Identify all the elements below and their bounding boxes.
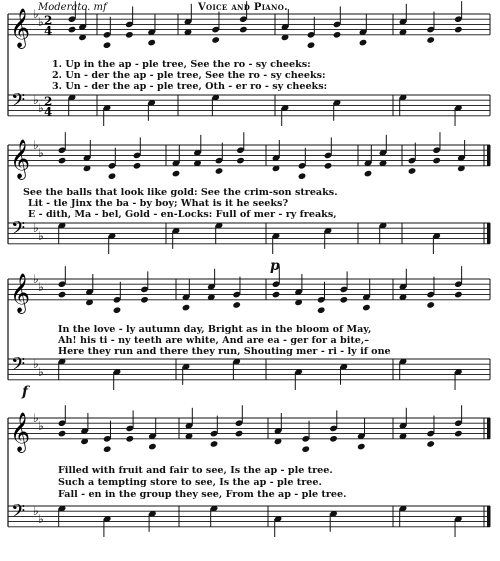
flat-sign: ♭ bbox=[33, 221, 39, 236]
final-bar bbox=[487, 506, 490, 527]
flat-sign: ♭ bbox=[38, 229, 44, 243]
note-head bbox=[454, 26, 463, 34]
note-head bbox=[140, 296, 149, 304]
lyric-line: 3. Un - der the ap - ple tree, Oth - er ro - sy cheeks: bbox=[52, 81, 328, 92]
note-head bbox=[113, 306, 122, 314]
note-head bbox=[108, 172, 117, 180]
lyric-line: In the love - ly autumn day, Bright as in the bloom of May, bbox=[58, 324, 372, 335]
tempo-marking: Moderato. mf bbox=[38, 2, 107, 13]
note-head bbox=[359, 39, 368, 47]
note-head bbox=[364, 170, 373, 178]
bass-clef: 𝄢 bbox=[11, 501, 26, 527]
note-head bbox=[236, 157, 245, 165]
note-head bbox=[426, 301, 435, 309]
note-head bbox=[408, 167, 417, 175]
time-signature-top: 2 bbox=[44, 13, 53, 28]
note-head bbox=[58, 291, 67, 299]
note-head bbox=[172, 170, 181, 178]
note-head bbox=[298, 172, 307, 180]
lyric-line: E - dith, Ma - bel, Gold - en-Locks: Full of mer - ry freaks, bbox=[28, 209, 337, 220]
lyric-line: Ah! his ti - ny teeth are white, And are ea - ger for a bite,– bbox=[58, 335, 370, 346]
lyric-line: See the balls that look like gold: See the crim-son streaks. bbox=[23, 187, 338, 198]
final-bar bbox=[487, 418, 490, 439]
lyric-line: 2. Un - der the ap - ple tree, See the ro - sy cheeks: bbox=[52, 70, 326, 81]
flat-sign: ♭ bbox=[38, 365, 44, 379]
lyric-line: Here they run and there they run, Shouting mer - ri - ly if one bbox=[58, 346, 391, 357]
flat-sign: ♭ bbox=[38, 145, 44, 160]
note-head bbox=[426, 36, 435, 44]
flat-sign: ♭ bbox=[38, 279, 44, 294]
note-head bbox=[317, 306, 326, 314]
lyric-line: Such a tempting store to see, Is the ap - ple tree. bbox=[58, 477, 322, 488]
time-signature-top: 2 bbox=[44, 94, 53, 109]
note-head bbox=[215, 167, 224, 175]
flat-sign: ♭ bbox=[38, 101, 44, 115]
note-head bbox=[329, 435, 338, 443]
note-head bbox=[333, 31, 342, 39]
lyric-line: 1. Up in the ap - ple tree, See the ro - sy cheeks: bbox=[52, 59, 311, 70]
treble-clef: 𝄞 bbox=[10, 272, 31, 313]
dynamic-piano: p bbox=[270, 258, 280, 274]
note-head bbox=[147, 39, 156, 47]
note-head bbox=[362, 304, 371, 312]
note-head bbox=[301, 445, 310, 453]
flat-sign: ♭ bbox=[33, 138, 39, 152]
note-head bbox=[58, 430, 67, 438]
note-head bbox=[454, 291, 463, 299]
flat-sign: ♭ bbox=[33, 272, 39, 286]
note-head bbox=[272, 291, 281, 299]
note-head bbox=[211, 36, 220, 44]
note-head bbox=[426, 440, 435, 448]
note-head bbox=[210, 440, 219, 448]
treble-clef: 𝄞 bbox=[10, 7, 31, 48]
flat-sign: ♭ bbox=[33, 357, 39, 372]
final-bar bbox=[487, 223, 490, 244]
note-head bbox=[307, 41, 316, 49]
note-head bbox=[324, 162, 333, 170]
flat-sign: ♭ bbox=[38, 14, 44, 29]
treble-clef: 𝄞 bbox=[10, 411, 31, 452]
note-head bbox=[239, 26, 248, 34]
flat-sign: ♭ bbox=[33, 504, 39, 519]
note-head bbox=[125, 435, 134, 443]
note-head bbox=[232, 301, 241, 309]
note-head bbox=[357, 443, 366, 451]
flat-sign: ♭ bbox=[33, 93, 39, 108]
note-head bbox=[68, 26, 77, 34]
flat-sign: ♭ bbox=[38, 418, 44, 433]
note-head bbox=[125, 31, 134, 39]
flat-sign: ♭ bbox=[33, 7, 39, 21]
bass-clef: 𝄢 bbox=[11, 218, 26, 244]
note-head bbox=[182, 304, 191, 312]
score-title: Voice and Piano. bbox=[198, 2, 288, 13]
dynamic-forte: f bbox=[22, 384, 29, 400]
note-head bbox=[432, 157, 441, 165]
final-bar bbox=[487, 145, 490, 166]
bass-clef: 𝄢 bbox=[11, 354, 26, 380]
time-signature-bottom: 4 bbox=[44, 104, 53, 119]
note-head bbox=[148, 443, 157, 451]
lyric-line: Lit - tle Jinx the ba - by boy; What is it he seeks? bbox=[28, 198, 289, 209]
note-head bbox=[235, 430, 244, 438]
flat-sign: ♭ bbox=[38, 512, 44, 526]
lyric-line: Filled with fruit and fair to see, Is the ap - ple tree. bbox=[58, 465, 333, 476]
note-head bbox=[339, 296, 348, 304]
lyric-line: Fall - en in the group they see, From the ap - ple tree. bbox=[58, 489, 347, 500]
note-head bbox=[103, 41, 112, 49]
note-head bbox=[103, 445, 112, 453]
time-signature-bottom: 4 bbox=[44, 23, 53, 38]
note-head bbox=[133, 162, 142, 170]
note-head bbox=[58, 157, 67, 165]
flat-sign: ♭ bbox=[33, 411, 39, 425]
bass-clef: 𝄢 bbox=[11, 90, 26, 116]
note-head bbox=[454, 430, 463, 438]
treble-clef: 𝄞 bbox=[10, 138, 31, 179]
